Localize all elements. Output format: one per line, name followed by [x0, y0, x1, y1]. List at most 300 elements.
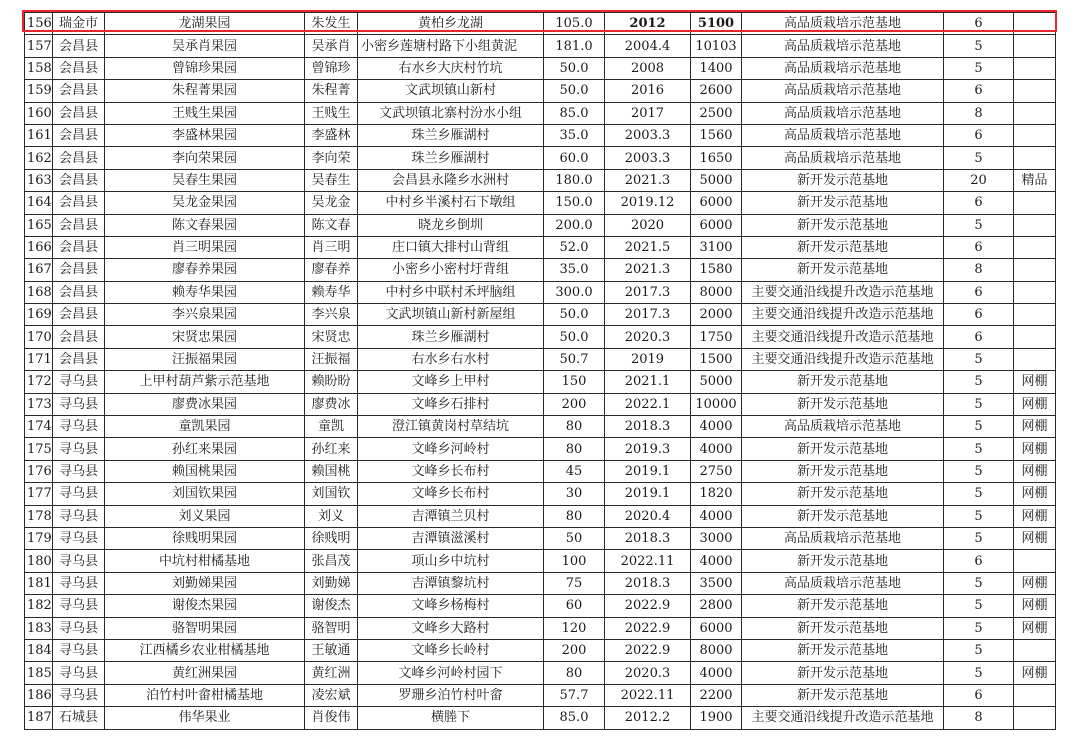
note-cell: 网棚 — [1014, 527, 1056, 549]
year-cell: 2012 — [605, 13, 691, 35]
level-cell: 6 — [944, 236, 1014, 258]
base-type-cell: 新开发示范基地 — [742, 662, 944, 684]
level-cell: 5 — [944, 416, 1014, 438]
area-cell: 50.0 — [544, 57, 605, 79]
year-cell: 2019.12 — [605, 192, 691, 214]
base-type-cell: 主要交通沿线提升改造示范基地 — [742, 304, 944, 326]
orchard-name-cell: 上甲村葫芦紫示范基地 — [105, 371, 305, 393]
level-cell: 5 — [944, 438, 1014, 460]
owner-cell: 曾锦珍 — [305, 57, 358, 79]
county-cell: 寻乌县 — [53, 662, 105, 684]
plant-count-cell: 6000 — [691, 617, 742, 639]
area-cell: 200 — [544, 639, 605, 661]
level-cell: 5 — [944, 147, 1014, 169]
table-row — [25, 236, 1056, 258]
owner-cell: 凌宏斌 — [305, 684, 358, 706]
area-cell: 80 — [544, 662, 605, 684]
row-number-cell: 176 — [25, 460, 53, 482]
location-cell: 庄口镇大排村山背组 — [358, 236, 544, 258]
level-cell: 5 — [944, 527, 1014, 549]
area-cell: 35.0 — [544, 124, 605, 146]
area-cell: 50.0 — [544, 304, 605, 326]
location-cell: 中村乡半溪村石下墩组 — [358, 192, 544, 214]
area-cell: 50.7 — [544, 348, 605, 370]
base-type-cell: 新开发示范基地 — [742, 192, 944, 214]
row-number-cell: 161 — [25, 124, 53, 146]
county-cell: 寻乌县 — [53, 595, 105, 617]
area-cell: 75 — [544, 572, 605, 594]
base-type-cell: 新开发示范基地 — [742, 595, 944, 617]
area-cell: 80 — [544, 416, 605, 438]
orchard-name-cell: 吴龙金果园 — [105, 192, 305, 214]
orchard-name-cell: 陈文春果园 — [105, 214, 305, 236]
row-number-cell: 158 — [25, 57, 53, 79]
table-row — [25, 550, 1056, 572]
year-cell: 2022.9 — [605, 595, 691, 617]
base-type-cell: 高品质栽培示范基地 — [742, 416, 944, 438]
level-cell: 8 — [944, 707, 1014, 729]
note-cell — [1014, 214, 1056, 236]
year-cell: 2019.3 — [605, 438, 691, 460]
note-cell: 网棚 — [1014, 416, 1056, 438]
owner-cell: 王贱生 — [305, 102, 358, 124]
table-row — [25, 169, 1056, 191]
location-cell: 吉潭镇滋溪村 — [358, 527, 544, 549]
table-row — [25, 102, 1056, 124]
area-cell: 100 — [544, 550, 605, 572]
owner-cell: 吴春生 — [305, 169, 358, 191]
plant-count-cell: 1820 — [691, 483, 742, 505]
location-cell: 文武坝镇北寨村汾水小组 — [358, 102, 544, 124]
base-type-cell: 高品质栽培示范基地 — [742, 80, 944, 102]
note-cell — [1014, 102, 1056, 124]
level-cell: 6 — [944, 281, 1014, 303]
note-cell — [1014, 124, 1056, 146]
year-cell: 2018.3 — [605, 416, 691, 438]
county-cell: 寻乌县 — [53, 460, 105, 482]
plant-count-cell: 8000 — [691, 281, 742, 303]
location-cell: 黄柏乡龙湖 — [358, 13, 544, 35]
orchard-name-cell: 赖寿华果园 — [105, 281, 305, 303]
year-cell: 2017.3 — [605, 281, 691, 303]
owner-cell: 赖盼盼 — [305, 371, 358, 393]
row-number-cell: 177 — [25, 483, 53, 505]
county-cell: 寻乌县 — [53, 617, 105, 639]
note-cell: 网棚 — [1014, 572, 1056, 594]
owner-cell: 肖俊伟 — [305, 707, 358, 729]
location-cell: 小密乡莲塘村路下小组黄泥 — [358, 35, 544, 57]
level-cell: 5 — [944, 639, 1014, 661]
table-row — [25, 80, 1056, 102]
plant-count-cell: 2600 — [691, 80, 742, 102]
base-type-cell: 新开发示范基地 — [742, 259, 944, 281]
orchard-name-cell: 宋贤忠果园 — [105, 326, 305, 348]
orchard-name-cell: 伟华果业 — [105, 707, 305, 729]
area-cell: 300.0 — [544, 281, 605, 303]
owner-cell: 刘国钦 — [305, 483, 358, 505]
plant-count-cell: 1400 — [691, 57, 742, 79]
table-row — [25, 192, 1056, 214]
area-cell: 60 — [544, 595, 605, 617]
owner-cell: 童凯 — [305, 416, 358, 438]
note-cell — [1014, 550, 1056, 572]
county-cell: 会昌县 — [53, 236, 105, 258]
location-cell: 中村乡中联村禾坪脑组 — [358, 281, 544, 303]
location-cell: 文武坝镇山新村 — [358, 80, 544, 102]
note-cell: 网棚 — [1014, 393, 1056, 415]
plant-count-cell: 3500 — [691, 572, 742, 594]
year-cell: 2021.1 — [605, 371, 691, 393]
base-type-cell: 新开发示范基地 — [742, 371, 944, 393]
year-cell: 2018.3 — [605, 572, 691, 594]
county-cell: 会昌县 — [53, 326, 105, 348]
owner-cell: 李向荣 — [305, 147, 358, 169]
level-cell: 5 — [944, 505, 1014, 527]
location-cell: 罗珊乡泊竹村叶畲 — [358, 684, 544, 706]
level-cell: 6 — [944, 124, 1014, 146]
plant-count-cell: 4000 — [691, 662, 742, 684]
base-type-cell: 高品质栽培示范基地 — [742, 35, 944, 57]
level-cell: 5 — [944, 214, 1014, 236]
year-cell: 2020.3 — [605, 326, 691, 348]
county-cell: 寻乌县 — [53, 527, 105, 549]
note-cell — [1014, 707, 1056, 729]
county-cell: 会昌县 — [53, 102, 105, 124]
year-cell: 2003.3 — [605, 124, 691, 146]
note-cell: 网棚 — [1014, 595, 1056, 617]
plant-count-cell: 1500 — [691, 348, 742, 370]
orchard-name-cell: 李向荣果园 — [105, 147, 305, 169]
area-cell: 85.0 — [544, 102, 605, 124]
plant-count-cell: 6000 — [691, 214, 742, 236]
orchard-name-cell: 徐贱明果园 — [105, 527, 305, 549]
base-type-cell: 主要交通沿线提升改造示范基地 — [742, 281, 944, 303]
plant-count-cell: 10000 — [691, 393, 742, 415]
orchard-name-cell: 吴春生果园 — [105, 169, 305, 191]
owner-cell: 朱程菁 — [305, 80, 358, 102]
orchard-name-cell: 童凯果园 — [105, 416, 305, 438]
plant-count-cell: 2750 — [691, 460, 742, 482]
county-cell: 会昌县 — [53, 80, 105, 102]
owner-cell: 廖费冰 — [305, 393, 358, 415]
location-cell: 文峰乡河岭村园下 — [358, 662, 544, 684]
note-cell: 网棚 — [1014, 460, 1056, 482]
owner-cell: 李兴泉 — [305, 304, 358, 326]
base-type-cell: 新开发示范基地 — [742, 236, 944, 258]
base-type-cell: 主要交通沿线提升改造示范基地 — [742, 707, 944, 729]
level-cell: 5 — [944, 348, 1014, 370]
table-row — [25, 438, 1056, 460]
orchard-name-cell: 肖三明果园 — [105, 236, 305, 258]
county-cell: 寻乌县 — [53, 572, 105, 594]
year-cell: 2022.9 — [605, 617, 691, 639]
area-cell: 150 — [544, 371, 605, 393]
county-cell: 寻乌县 — [53, 371, 105, 393]
owner-cell: 王敏通 — [305, 639, 358, 661]
owner-cell: 刘勤娣 — [305, 572, 358, 594]
plant-count-cell: 2200 — [691, 684, 742, 706]
base-type-cell: 新开发示范基地 — [742, 169, 944, 191]
level-cell: 6 — [944, 192, 1014, 214]
level-cell: 5 — [944, 572, 1014, 594]
note-cell — [1014, 304, 1056, 326]
table-row — [25, 393, 1056, 415]
level-cell: 6 — [944, 304, 1014, 326]
location-cell: 吉潭镇黎坑村 — [358, 572, 544, 594]
county-cell: 寻乌县 — [53, 639, 105, 661]
row-number-cell: 180 — [25, 550, 53, 572]
plant-count-cell: 1750 — [691, 326, 742, 348]
orchard-name-cell: 孙红来果园 — [105, 438, 305, 460]
orchard-name-cell: 朱程菁果园 — [105, 80, 305, 102]
county-cell: 会昌县 — [53, 304, 105, 326]
level-cell: 5 — [944, 483, 1014, 505]
owner-cell: 徐贱明 — [305, 527, 358, 549]
area-cell: 150.0 — [544, 192, 605, 214]
note-cell: 网棚 — [1014, 371, 1056, 393]
year-cell: 2017 — [605, 102, 691, 124]
year-cell: 2020.4 — [605, 505, 691, 527]
row-number-cell: 187 — [25, 707, 53, 729]
location-cell: 文峰乡河岭村 — [358, 438, 544, 460]
level-cell: 6 — [944, 13, 1014, 35]
county-cell: 寻乌县 — [53, 684, 105, 706]
plant-count-cell: 4000 — [691, 438, 742, 460]
note-cell — [1014, 281, 1056, 303]
owner-cell: 张昌茂 — [305, 550, 358, 572]
note-cell: 网棚 — [1014, 438, 1056, 460]
base-type-cell: 高品质栽培示范基地 — [742, 527, 944, 549]
county-cell: 会昌县 — [53, 35, 105, 57]
owner-cell: 骆智明 — [305, 617, 358, 639]
note-cell — [1014, 80, 1056, 102]
year-cell: 2003.3 — [605, 147, 691, 169]
orchard-name-cell: 泊竹村叶畲柑橘基地 — [105, 684, 305, 706]
county-cell: 寻乌县 — [53, 505, 105, 527]
row-number-cell: 179 — [25, 527, 53, 549]
base-type-cell: 新开发示范基地 — [742, 639, 944, 661]
area-cell: 120 — [544, 617, 605, 639]
row-number-cell: 169 — [25, 304, 53, 326]
row-number-cell: 164 — [25, 192, 53, 214]
orchard-table — [24, 12, 1056, 730]
owner-cell: 李盛林 — [305, 124, 358, 146]
plant-count-cell: 5000 — [691, 371, 742, 393]
plant-count-cell: 3100 — [691, 236, 742, 258]
note-cell — [1014, 259, 1056, 281]
location-cell: 珠兰乡雁湖村 — [358, 326, 544, 348]
table-row — [25, 348, 1056, 370]
plant-count-cell: 8000 — [691, 639, 742, 661]
owner-cell: 谢俊杰 — [305, 595, 358, 617]
location-cell: 横塍下 — [358, 707, 544, 729]
row-number-cell: 185 — [25, 662, 53, 684]
table-row — [25, 662, 1056, 684]
note-cell — [1014, 192, 1056, 214]
orchard-name-cell: 龙湖果园 — [105, 13, 305, 35]
level-cell: 6 — [944, 684, 1014, 706]
owner-cell: 赖寿华 — [305, 281, 358, 303]
row-number-cell: 159 — [25, 80, 53, 102]
location-cell: 文峰乡杨梅村 — [358, 595, 544, 617]
location-cell: 文峰乡长岭村 — [358, 639, 544, 661]
area-cell: 57.7 — [544, 684, 605, 706]
base-type-cell: 新开发示范基地 — [742, 438, 944, 460]
base-type-cell: 主要交通沿线提升改造示范基地 — [742, 348, 944, 370]
note-cell — [1014, 348, 1056, 370]
table-row — [25, 214, 1056, 236]
year-cell: 2004.4 — [605, 35, 691, 57]
area-cell: 200.0 — [544, 214, 605, 236]
location-cell: 文峰乡大路村 — [358, 617, 544, 639]
location-cell: 文峰乡上甲村 — [358, 371, 544, 393]
county-cell: 会昌县 — [53, 281, 105, 303]
level-cell: 6 — [944, 550, 1014, 572]
note-cell: 网棚 — [1014, 617, 1056, 639]
area-cell: 52.0 — [544, 236, 605, 258]
county-cell: 石城县 — [53, 707, 105, 729]
year-cell: 2017.3 — [605, 304, 691, 326]
level-cell: 5 — [944, 460, 1014, 482]
area-cell: 200 — [544, 393, 605, 415]
area-cell: 180.0 — [544, 169, 605, 191]
location-cell: 会昌县永隆乡水洲村 — [358, 169, 544, 191]
table-row — [25, 460, 1056, 482]
location-cell: 吉潭镇兰贝村 — [358, 505, 544, 527]
year-cell: 2012.2 — [605, 707, 691, 729]
row-number-cell: 173 — [25, 393, 53, 415]
area-cell: 80 — [544, 438, 605, 460]
county-cell: 寻乌县 — [53, 483, 105, 505]
owner-cell: 赖国桃 — [305, 460, 358, 482]
county-cell: 寻乌县 — [53, 416, 105, 438]
year-cell: 2022.1 — [605, 393, 691, 415]
row-number-cell: 175 — [25, 438, 53, 460]
owner-cell: 吴龙金 — [305, 192, 358, 214]
row-number-cell: 166 — [25, 236, 53, 258]
orchard-name-cell: 刘义果园 — [105, 505, 305, 527]
area-cell: 30 — [544, 483, 605, 505]
base-type-cell: 主要交通沿线提升改造示范基地 — [742, 326, 944, 348]
row-number-cell: 156 — [25, 13, 53, 35]
orchard-name-cell: 吴承肖果园 — [105, 35, 305, 57]
plant-count-cell: 5100 — [691, 13, 742, 35]
level-cell: 8 — [944, 259, 1014, 281]
table-row — [25, 595, 1056, 617]
note-cell: 网棚 — [1014, 483, 1056, 505]
plant-count-cell: 2000 — [691, 304, 742, 326]
level-cell: 5 — [944, 371, 1014, 393]
row-number-cell: 181 — [25, 572, 53, 594]
base-type-cell: 新开发示范基地 — [742, 505, 944, 527]
plant-count-cell: 4000 — [691, 550, 742, 572]
county-cell: 寻乌县 — [53, 550, 105, 572]
table-row — [25, 505, 1056, 527]
base-type-cell: 新开发示范基地 — [742, 617, 944, 639]
orchard-name-cell: 黄红洲果园 — [105, 662, 305, 684]
plant-count-cell: 4000 — [691, 505, 742, 527]
level-cell: 5 — [944, 57, 1014, 79]
orchard-name-cell: 中坑村柑橘基地 — [105, 550, 305, 572]
location-cell: 文峰乡长布村 — [358, 460, 544, 482]
orchard-name-cell: 廖春养果园 — [105, 259, 305, 281]
year-cell: 2021.5 — [605, 236, 691, 258]
area-cell: 60.0 — [544, 147, 605, 169]
owner-cell: 吴承肖 — [305, 35, 358, 57]
table-row — [25, 416, 1056, 438]
note-cell — [1014, 684, 1056, 706]
location-cell: 右水乡右水村 — [358, 348, 544, 370]
orchard-name-cell: 李兴泉果园 — [105, 304, 305, 326]
row-number-cell: 182 — [25, 595, 53, 617]
table-row — [25, 572, 1056, 594]
county-cell: 会昌县 — [53, 147, 105, 169]
table-row — [25, 617, 1056, 639]
owner-cell: 朱发生 — [305, 13, 358, 35]
base-type-cell: 高品质栽培示范基地 — [742, 102, 944, 124]
plant-count-cell: 2800 — [691, 595, 742, 617]
table-row — [25, 707, 1056, 729]
orchard-name-cell: 曾锦珍果园 — [105, 57, 305, 79]
year-cell: 2019 — [605, 348, 691, 370]
row-number-cell: 184 — [25, 639, 53, 661]
county-cell: 寻乌县 — [53, 438, 105, 460]
orchard-name-cell: 刘勤娣果园 — [105, 572, 305, 594]
plant-count-cell: 1900 — [691, 707, 742, 729]
table-row — [25, 281, 1056, 303]
plant-count-cell: 1650 — [691, 147, 742, 169]
owner-cell: 黄红洲 — [305, 662, 358, 684]
year-cell: 2022.11 — [605, 550, 691, 572]
plant-count-cell: 4000 — [691, 416, 742, 438]
plant-count-cell: 5000 — [691, 169, 742, 191]
area-cell: 50.0 — [544, 326, 605, 348]
owner-cell: 宋贤忠 — [305, 326, 358, 348]
note-cell — [1014, 639, 1056, 661]
base-type-cell: 新开发示范基地 — [742, 460, 944, 482]
table-row — [25, 124, 1056, 146]
base-type-cell: 新开发示范基地 — [742, 550, 944, 572]
base-type-cell: 新开发示范基地 — [742, 393, 944, 415]
table-row — [25, 684, 1056, 706]
area-cell: 85.0 — [544, 707, 605, 729]
county-cell: 寻乌县 — [53, 393, 105, 415]
year-cell: 2008 — [605, 57, 691, 79]
location-cell: 小密乡小密村圩背组 — [358, 259, 544, 281]
location-cell: 项山乡中坑村 — [358, 550, 544, 572]
year-cell: 2020 — [605, 214, 691, 236]
table-row — [25, 259, 1056, 281]
row-number-cell: 165 — [25, 214, 53, 236]
level-cell: 5 — [944, 595, 1014, 617]
location-cell: 晓龙乡倒圳 — [358, 214, 544, 236]
note-cell: 精品 — [1014, 169, 1056, 191]
year-cell: 2019.1 — [605, 460, 691, 482]
year-cell: 2022.11 — [605, 684, 691, 706]
county-cell: 会昌县 — [53, 259, 105, 281]
row-number-cell: 162 — [25, 147, 53, 169]
note-cell — [1014, 13, 1056, 35]
area-cell: 50.0 — [544, 80, 605, 102]
area-cell: 35.0 — [544, 259, 605, 281]
base-type-cell: 高品质栽培示范基地 — [742, 572, 944, 594]
county-cell: 会昌县 — [53, 57, 105, 79]
plant-count-cell: 1580 — [691, 259, 742, 281]
level-cell: 8 — [944, 102, 1014, 124]
base-type-cell: 高品质栽培示范基地 — [742, 124, 944, 146]
note-cell — [1014, 326, 1056, 348]
note-cell: 网棚 — [1014, 662, 1056, 684]
